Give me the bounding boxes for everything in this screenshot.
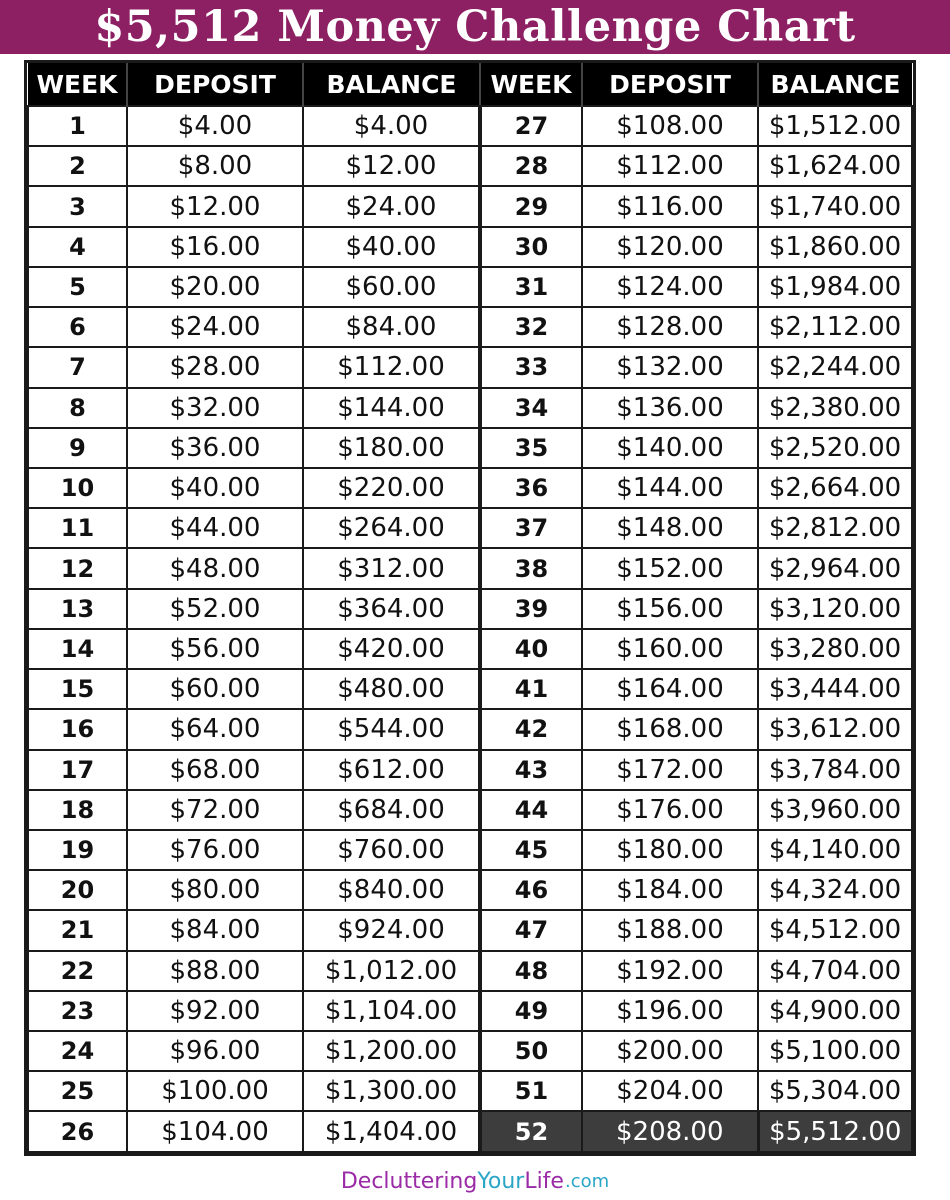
week-cell: 37 — [480, 508, 582, 548]
week-cell: 26 — [28, 1111, 127, 1152]
deposit-cell: $8.00 — [127, 146, 303, 186]
deposit-cell: $40.00 — [127, 468, 303, 508]
week-cell: 15 — [28, 669, 127, 709]
balance-cell: $1,012.00 — [303, 951, 480, 991]
balance-cell: $4,324.00 — [758, 870, 912, 910]
table-row — [28, 106, 912, 146]
table-row — [28, 1111, 912, 1152]
balance-cell: $4,512.00 — [758, 910, 912, 950]
week-cell: 24 — [28, 1031, 127, 1071]
table-row — [28, 1071, 912, 1111]
deposit-cell: $36.00 — [127, 428, 303, 468]
balance-cell: $180.00 — [303, 428, 480, 468]
deposit-cell: $176.00 — [582, 790, 758, 830]
balance-cell: $1,984.00 — [758, 267, 912, 307]
balance-cell: $1,300.00 — [303, 1071, 480, 1111]
week-cell: 20 — [28, 870, 127, 910]
week-cell: 2 — [28, 146, 127, 186]
deposit-cell: $100.00 — [127, 1071, 303, 1111]
balance-cell: $4,704.00 — [758, 951, 912, 991]
deposit-cell: $32.00 — [127, 388, 303, 428]
deposit-cell: $76.00 — [127, 830, 303, 870]
week-cell: 27 — [480, 106, 582, 146]
table-row — [28, 991, 912, 1031]
deposit-cell: $136.00 — [582, 388, 758, 428]
deposit-cell: $64.00 — [127, 709, 303, 749]
week-cell: 42 — [480, 709, 582, 749]
week-cell: 28 — [480, 146, 582, 186]
deposit-cell: $88.00 — [127, 951, 303, 991]
balance-cell: $60.00 — [303, 267, 480, 307]
week-cell: 49 — [480, 991, 582, 1031]
deposit-cell: $72.00 — [127, 790, 303, 830]
week-cell: 38 — [480, 548, 582, 588]
week-cell: 25 — [28, 1071, 127, 1111]
week-cell: 48 — [480, 951, 582, 991]
balance-cell: $3,120.00 — [758, 589, 912, 629]
balance-cell: $5,512.00 — [758, 1111, 912, 1152]
table-row — [28, 1031, 912, 1071]
balance-cell: $760.00 — [303, 830, 480, 870]
deposit-cell: $180.00 — [582, 830, 758, 870]
deposit-cell: $60.00 — [127, 669, 303, 709]
table-row — [28, 790, 912, 830]
table-row — [28, 347, 912, 387]
balance-cell: $364.00 — [303, 589, 480, 629]
balance-cell: $312.00 — [303, 548, 480, 588]
week-cell: 19 — [28, 830, 127, 870]
deposit-cell: $80.00 — [127, 870, 303, 910]
table-row — [28, 428, 912, 468]
balance-cell: $1,104.00 — [303, 991, 480, 1031]
week-cell: 44 — [480, 790, 582, 830]
deposit-cell: $192.00 — [582, 951, 758, 991]
balance-cell: $3,960.00 — [758, 790, 912, 830]
footer-brand — [0, 1162, 950, 1200]
balance-cell: $2,244.00 — [758, 347, 912, 387]
deposit-cell: $104.00 — [127, 1111, 303, 1152]
deposit-cell: $208.00 — [582, 1111, 758, 1152]
balance-cell: $420.00 — [303, 629, 480, 669]
balance-cell: $1,200.00 — [303, 1031, 480, 1071]
balance-cell: $2,520.00 — [758, 428, 912, 468]
deposit-cell: $132.00 — [582, 347, 758, 387]
balance-cell: $1,740.00 — [758, 186, 912, 226]
week-cell: 21 — [28, 910, 127, 950]
week-cell: 5 — [28, 267, 127, 307]
footer-brand-part2: Your — [477, 1168, 525, 1194]
deposit-cell: $56.00 — [127, 629, 303, 669]
deposit-cell: $172.00 — [582, 750, 758, 790]
balance-cell: $544.00 — [303, 709, 480, 749]
table-row — [28, 508, 912, 548]
week-cell: 1 — [28, 106, 127, 146]
balance-cell: $2,664.00 — [758, 468, 912, 508]
header-deposit-right: DEPOSIT — [582, 63, 758, 106]
deposit-cell: $128.00 — [582, 307, 758, 347]
week-cell: 14 — [28, 629, 127, 669]
balance-cell: $1,860.00 — [758, 227, 912, 267]
deposit-cell: $144.00 — [582, 468, 758, 508]
table-row — [28, 388, 912, 428]
week-cell: 33 — [480, 347, 582, 387]
balance-cell: $4.00 — [303, 106, 480, 146]
challenge-table-container — [24, 60, 916, 1156]
week-cell: 17 — [28, 750, 127, 790]
balance-cell: $4,140.00 — [758, 830, 912, 870]
balance-cell: $5,304.00 — [758, 1071, 912, 1111]
week-cell: 39 — [480, 589, 582, 629]
deposit-cell: $148.00 — [582, 508, 758, 548]
deposit-cell: $152.00 — [582, 548, 758, 588]
table-row — [28, 548, 912, 588]
header-balance-right: BALANCE — [758, 63, 912, 106]
week-cell: 6 — [28, 307, 127, 347]
table-row — [28, 910, 912, 950]
balance-cell: $2,964.00 — [758, 548, 912, 588]
deposit-cell: $124.00 — [582, 267, 758, 307]
table-row — [28, 951, 912, 991]
balance-cell: $480.00 — [303, 669, 480, 709]
table-row — [28, 629, 912, 669]
deposit-cell: $20.00 — [127, 267, 303, 307]
balance-cell: $3,612.00 — [758, 709, 912, 749]
header-week-right: WEEK — [480, 63, 582, 106]
week-cell: 9 — [28, 428, 127, 468]
table-row — [28, 870, 912, 910]
week-cell: 32 — [480, 307, 582, 347]
balance-cell: $1,624.00 — [758, 146, 912, 186]
balance-cell: $3,444.00 — [758, 669, 912, 709]
balance-cell: $24.00 — [303, 186, 480, 226]
title-bar — [0, 0, 950, 54]
deposit-cell: $112.00 — [582, 146, 758, 186]
week-cell: 45 — [480, 830, 582, 870]
balance-cell: $220.00 — [303, 468, 480, 508]
deposit-cell: $108.00 — [582, 106, 758, 146]
week-cell: 51 — [480, 1071, 582, 1111]
deposit-cell: $156.00 — [582, 589, 758, 629]
deposit-cell: $24.00 — [127, 307, 303, 347]
table-row — [28, 146, 912, 186]
page-title: $5,512 Money Challenge Chart — [94, 2, 856, 52]
week-cell: 18 — [28, 790, 127, 830]
week-cell: 11 — [28, 508, 127, 548]
deposit-cell: $160.00 — [582, 629, 758, 669]
week-cell: 7 — [28, 347, 127, 387]
week-cell: 36 — [480, 468, 582, 508]
header-deposit-left: DEPOSIT — [127, 63, 303, 106]
deposit-cell: $168.00 — [582, 709, 758, 749]
week-cell: 22 — [28, 951, 127, 991]
table-row — [28, 709, 912, 749]
table-row — [28, 267, 912, 307]
week-cell: 50 — [480, 1031, 582, 1071]
header-week-left: WEEK — [28, 63, 127, 106]
balance-cell: $4,900.00 — [758, 991, 912, 1031]
week-cell: 29 — [480, 186, 582, 226]
deposit-cell: $188.00 — [582, 910, 758, 950]
week-cell: 46 — [480, 870, 582, 910]
table-row — [28, 468, 912, 508]
balance-cell: $40.00 — [303, 227, 480, 267]
week-cell: 43 — [480, 750, 582, 790]
deposit-cell: $52.00 — [127, 589, 303, 629]
balance-cell: $612.00 — [303, 750, 480, 790]
table-row — [28, 589, 912, 629]
header-balance-left: BALANCE — [303, 63, 480, 106]
table-row — [28, 750, 912, 790]
deposit-cell: $48.00 — [127, 548, 303, 588]
week-cell: 47 — [480, 910, 582, 950]
balance-cell: $12.00 — [303, 146, 480, 186]
week-cell: 4 — [28, 227, 127, 267]
week-cell: 13 — [28, 589, 127, 629]
deposit-cell: $164.00 — [582, 669, 758, 709]
balance-cell: $840.00 — [303, 870, 480, 910]
deposit-cell: $96.00 — [127, 1031, 303, 1071]
deposit-cell: $92.00 — [127, 991, 303, 1031]
balance-cell: $924.00 — [303, 910, 480, 950]
deposit-cell: $84.00 — [127, 910, 303, 950]
deposit-cell: $120.00 — [582, 227, 758, 267]
deposit-cell: $204.00 — [582, 1071, 758, 1111]
deposit-cell: $196.00 — [582, 991, 758, 1031]
deposit-cell: $200.00 — [582, 1031, 758, 1071]
balance-cell: $3,280.00 — [758, 629, 912, 669]
week-cell: 31 — [480, 267, 582, 307]
balance-cell: $144.00 — [303, 388, 480, 428]
deposit-cell: $12.00 — [127, 186, 303, 226]
week-cell: 12 — [28, 548, 127, 588]
balance-cell: $1,404.00 — [303, 1111, 480, 1152]
table-row — [28, 830, 912, 870]
challenge-table — [27, 63, 913, 1153]
balance-cell: $684.00 — [303, 790, 480, 830]
balance-cell: $3,784.00 — [758, 750, 912, 790]
footer-brand-part1: Decluttering — [340, 1168, 478, 1194]
balance-cell: $2,112.00 — [758, 307, 912, 347]
balance-cell: $2,380.00 — [758, 388, 912, 428]
footer-brand-part4: .com — [564, 1170, 610, 1192]
week-cell: 34 — [480, 388, 582, 428]
week-cell: 8 — [28, 388, 127, 428]
balance-cell: $264.00 — [303, 508, 480, 548]
deposit-cell: $68.00 — [127, 750, 303, 790]
balance-cell: $1,512.00 — [758, 106, 912, 146]
deposit-cell: $16.00 — [127, 227, 303, 267]
week-cell: 30 — [480, 227, 582, 267]
deposit-cell: $44.00 — [127, 508, 303, 548]
week-cell: 3 — [28, 186, 127, 226]
footer-brand-part3: Life — [524, 1168, 564, 1194]
balance-cell: $112.00 — [303, 347, 480, 387]
week-cell: 52 — [480, 1111, 582, 1152]
deposit-cell: $4.00 — [127, 106, 303, 146]
deposit-cell: $28.00 — [127, 347, 303, 387]
balance-cell: $84.00 — [303, 307, 480, 347]
week-cell: 10 — [28, 468, 127, 508]
week-cell: 23 — [28, 991, 127, 1031]
week-cell: 35 — [480, 428, 582, 468]
deposit-cell: $116.00 — [582, 186, 758, 226]
week-cell: 40 — [480, 629, 582, 669]
table-row — [28, 186, 912, 226]
balance-cell: $5,100.00 — [758, 1031, 912, 1071]
deposit-cell: $140.00 — [582, 428, 758, 468]
week-cell: 41 — [480, 669, 582, 709]
table-row — [28, 669, 912, 709]
week-cell: 16 — [28, 709, 127, 749]
deposit-cell: $184.00 — [582, 870, 758, 910]
table-row — [28, 227, 912, 267]
table-row — [28, 307, 912, 347]
table-header-row — [28, 63, 912, 106]
balance-cell: $2,812.00 — [758, 508, 912, 548]
